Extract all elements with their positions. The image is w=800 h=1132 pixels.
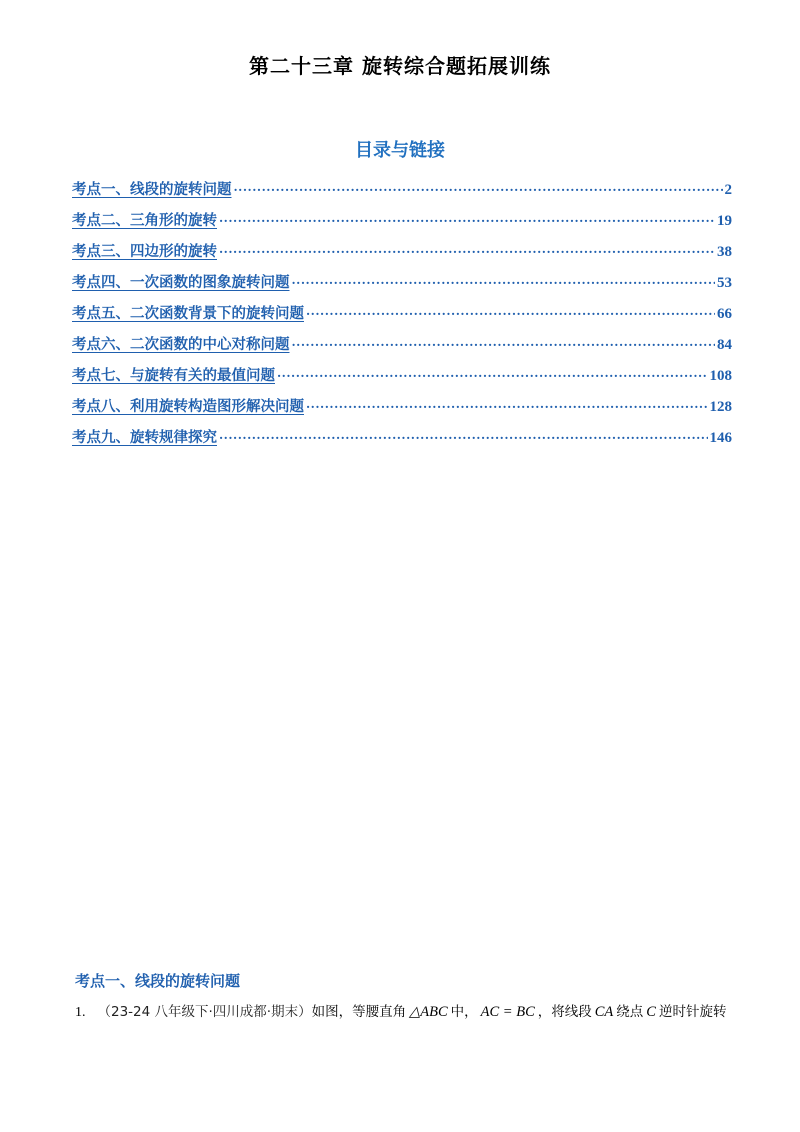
question-text: 绕点	[616, 1004, 644, 1020]
question-text: 如图，等腰直角	[311, 1004, 407, 1020]
toc-item-page: 38	[717, 244, 732, 260]
toc-item-label: 考点三、四边形的旋转	[72, 244, 217, 260]
toc-item-5[interactable]	[72, 302, 732, 333]
question-1	[75, 1002, 735, 1023]
toc-item-page: 19	[717, 213, 732, 229]
section-heading: 考点一、线段的旋转问题	[75, 972, 241, 990]
question-text: 逆时针旋转	[658, 1004, 727, 1020]
math-expression: AC = BC	[480, 1004, 535, 1020]
toc-leader-dots	[219, 245, 715, 259]
toc-leader-dots	[234, 183, 723, 197]
question-text: 中，	[450, 1004, 478, 1020]
toc-item-7[interactable]	[72, 364, 732, 395]
toc-item-label: 考点五、二次函数背景下的旋转问题	[72, 306, 304, 322]
toc-item-page: 84	[717, 337, 732, 353]
toc-item-page: 108	[709, 368, 732, 384]
toc-leader-dots	[277, 369, 708, 383]
toc-leader-dots	[219, 431, 708, 445]
table-of-contents	[72, 178, 732, 457]
toc-item-page: 53	[717, 275, 732, 291]
toc-leader-dots	[306, 400, 708, 414]
question-number: 1.	[75, 1005, 86, 1020]
math-expression: C	[646, 1004, 656, 1020]
toc-item-page: 66	[717, 306, 732, 322]
toc-item-label: 考点四、一次函数的图象旋转问题	[72, 275, 290, 291]
toc-item-label: 考点八、利用旋转构造图形解决问题	[72, 399, 304, 415]
toc-item-1[interactable]	[72, 178, 732, 209]
math-expression: △ABC	[409, 1004, 448, 1020]
toc-leader-dots	[306, 307, 715, 321]
toc-leader-dots	[219, 214, 715, 228]
toc-item-6[interactable]	[72, 333, 732, 364]
document-title: 第二十三章 旋转综合题拓展训练	[249, 54, 551, 78]
question-source: （23-24 八年级下·四川成都·期末）	[97, 1004, 312, 1020]
toc-item-page: 146	[709, 430, 732, 446]
question-text: ，将线段	[537, 1004, 592, 1020]
toc-item-9[interactable]	[72, 426, 732, 457]
toc-item-label: 考点一、线段的旋转问题	[72, 182, 232, 198]
math-expression: CA	[594, 1004, 614, 1020]
toc-item-4[interactable]	[72, 271, 732, 302]
toc-leader-dots	[292, 338, 716, 352]
toc-item-label: 考点九、旋转规律探究	[72, 430, 217, 446]
toc-item-2[interactable]	[72, 209, 732, 240]
toc-item-page: 128	[709, 399, 732, 415]
toc-item-label: 考点七、与旋转有关的最值问题	[72, 368, 275, 384]
toc-heading: 目录与链接	[355, 140, 445, 161]
toc-item-3[interactable]	[72, 240, 732, 271]
toc-leader-dots	[292, 276, 716, 290]
toc-item-page: 2	[724, 182, 732, 198]
toc-item-label: 考点二、三角形的旋转	[72, 213, 217, 229]
toc-item-label: 考点六、二次函数的中心对称问题	[72, 337, 290, 353]
toc-item-8[interactable]	[72, 395, 732, 426]
